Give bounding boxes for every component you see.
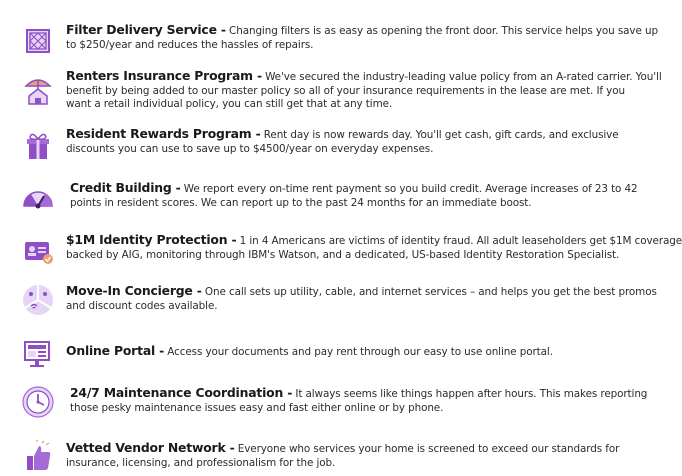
benefit-title: Vetted Vendor Network - <box>66 440 235 455</box>
benefit-description-line: discounts you can use to save up to $4500/year on everyday expenses. <box>66 142 434 155</box>
benefit-description-line: One call sets up utility, cable, and internet services – and helps you get the best promos <box>204 286 657 298</box>
benefit-description-line: It always seems like things happen after hours. This makes reporting <box>295 388 648 400</box>
filter-icon <box>20 24 56 60</box>
benefit-description-line: We report every on-time rent payment so you build credit. Average increases of 23 to 42 <box>183 183 638 195</box>
benefit-description-line: 1 in 4 Americans are victims of identity fraud. All adult leaseholders get $1M coverage <box>239 235 682 247</box>
benefit-description-line: those pesky maintenance issues easy and fast either online or by phone. <box>70 401 444 414</box>
benefit-description-line: to $250/year and reduces the hassles of repairs. <box>66 38 314 51</box>
benefit-description-line: points in resident scores. We can report up to the past 24 months for an immediate boost. <box>70 196 532 209</box>
benefit-description-line: Rent day is now rewards day. You'll get cash, gift cards, and exclusive <box>263 129 619 141</box>
benefit-description-line: Access your documents and pay rent through our easy to use online portal. <box>167 346 553 358</box>
gauge-icon <box>20 180 56 216</box>
benefit-description-line: Changing filters is as easy as opening the front door. This service helps you save up <box>229 25 658 37</box>
umbrella-house-icon <box>20 72 56 108</box>
benefit-title: Move-In Concierge - <box>66 283 202 298</box>
benefit-description-line: backed by AIG, monitoring through IBM's Watson, and a dedicated, US-based Identity Restoration Specialist. <box>66 248 620 261</box>
benefit-title: $1M Identity Protection - <box>66 232 237 247</box>
benefit-title: Renters Insurance Program - <box>66 68 262 83</box>
benefit-description-line: We've secured the industry-leading value policy from an A-rated carrier. You'll <box>265 71 662 83</box>
id-card-icon <box>20 233 56 269</box>
thumbs-up-icon <box>20 440 56 476</box>
benefit-description-line: Everyone who services your home is screened to exceed our standards for <box>237 443 620 455</box>
benefit-title: 24/7 Maintenance Coordination - <box>70 385 293 400</box>
gift-icon <box>20 128 56 164</box>
benefit-title: Online Portal - <box>66 343 165 358</box>
concierge-icon <box>20 282 56 318</box>
benefit-description-line: insurance, licensing, and professionalism for the job. <box>66 456 336 469</box>
benefit-title: Resident Rewards Program - <box>66 126 261 141</box>
benefit-title: Credit Building - <box>70 180 181 195</box>
monitor-icon <box>20 336 56 372</box>
benefit-title: Filter Delivery Service - <box>66 22 226 37</box>
clock-icon <box>20 384 56 420</box>
benefit-description-line: and discount codes available. <box>66 299 218 312</box>
benefit-description-line: benefit by being added to our master policy so all of your insurance requirements in the lease are met. If you <box>66 84 625 97</box>
benefit-description-line: want a retail individual policy, you can still get that at any time. <box>66 98 393 111</box>
